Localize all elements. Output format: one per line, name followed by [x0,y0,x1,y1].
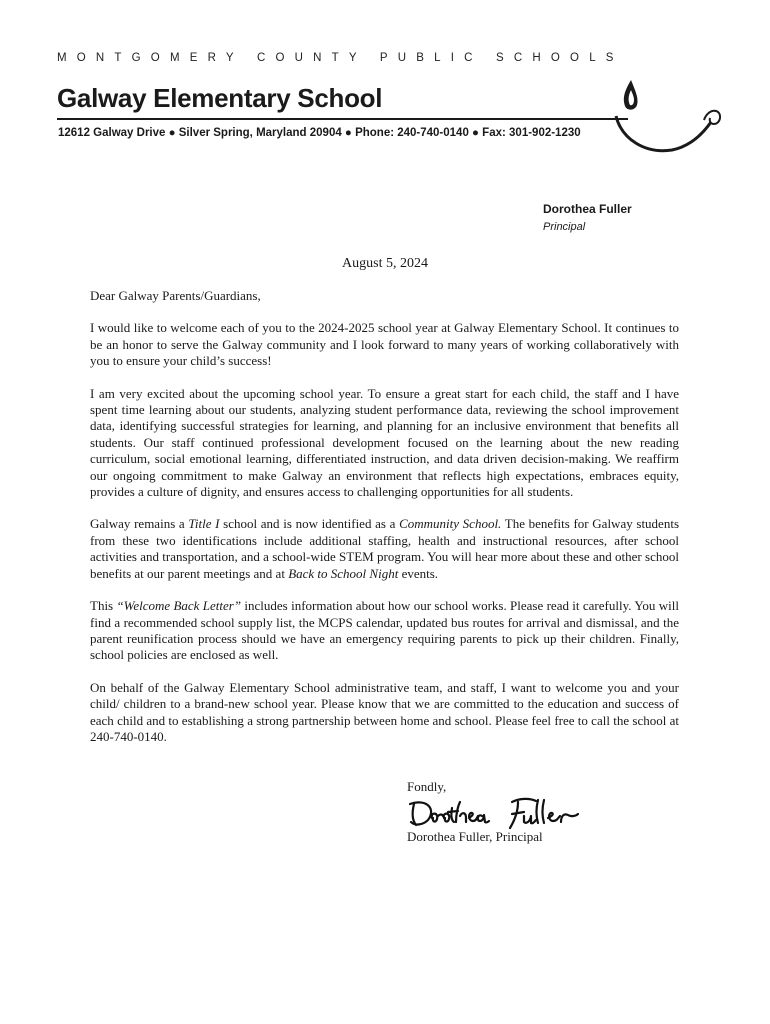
text-run: Galway remains a [90,516,189,532]
paragraph-title-one [90,516,679,582]
text-run: events. [398,565,439,581]
header-rule [57,118,609,120]
handwritten-signature [406,794,596,832]
community-school-term: Community School. [399,516,502,532]
paragraph-school-year: I am very excited about the upcoming school year. To ensure a great start for each child, the staff and I have spent time learning about our students, analyzing student performance data, reviewing the school improvement data, identifying successful strategies for learning, and planning for an inclusive environment that benefits all students. Our staff continued professional development focused on the learning about the new reading curriculum, social emotional learning, differentiated instruction, and data driven decision-making. We reaffirm our ongoing commitment to make Galway an environment that reflects high expectations, embraces equity, provides a culture of dignity, and ensures access to challenging opportunities for all students. [90,385,679,500]
text-run: This [90,598,117,614]
letter-body [90,288,679,761]
school-name: Galway Elementary School [57,83,383,113]
text-run: school and is now identified as a [219,516,400,532]
paragraph-closing: On behalf of the Galway Elementary School administrative team, and staff, I want to welcome you and your child/ children to a brand-new school year. Please know that we are committed to the education and success of each child and to establishing a strong partnership between home and school. Please feel free to call the school at 240-740-0140. [90,679,679,744]
paragraph-welcome: I would like to welcome each of you to the 2024-2025 school year at Galway Elementary School. It continues to be an honor to serve the Galway community and I look forward to many years of working collaboratively with you to ensure your child’s success! [90,320,679,369]
signer-name: Dorothea Fuller, Principal [407,829,543,844]
back-to-school-night-term: Back to School Night [288,565,399,581]
title-one-term: Title I [188,516,220,532]
principal-title: Principal [543,221,586,233]
flame-lamp-icon [608,78,723,156]
paragraph-welcome-back-letter [90,598,679,664]
greeting: Dear Galway Parents/Guardians, [90,288,261,303]
district-name: MONTGOMERY COUNTY PUBLIC SCHOOLS [57,52,624,64]
school-address: 12612 Galway Drive ● Silver Spring, Maryland 20904 ● Phone: 240-740-0140 ● Fax: 301-902-1230 [58,127,581,139]
principal-name: Dorothea Fuller [543,202,632,216]
text-run: The benefits for Galway students from these two identifications include additional staffing, health and instructional resources, after school activities and transportation, and a school-wide STEM program. You will hear more about these and other school benefits at our parent meetings and at [90,516,679,581]
text-run: includes information about how our school works. Please read it carefully. You will find a recommended school supply list, the MCPS calendar, updated bus routes for arrival and dismissal, and the parent reunification process should we have an emergency requiring parents to pick up their children. Finally, school policies are enclosed as well. [90,598,679,663]
letter-date: August 5, 2024 [342,256,428,271]
welcome-back-letter-term: “Welcome Back Letter” [116,598,242,614]
closing: Fondly, [407,779,447,794]
